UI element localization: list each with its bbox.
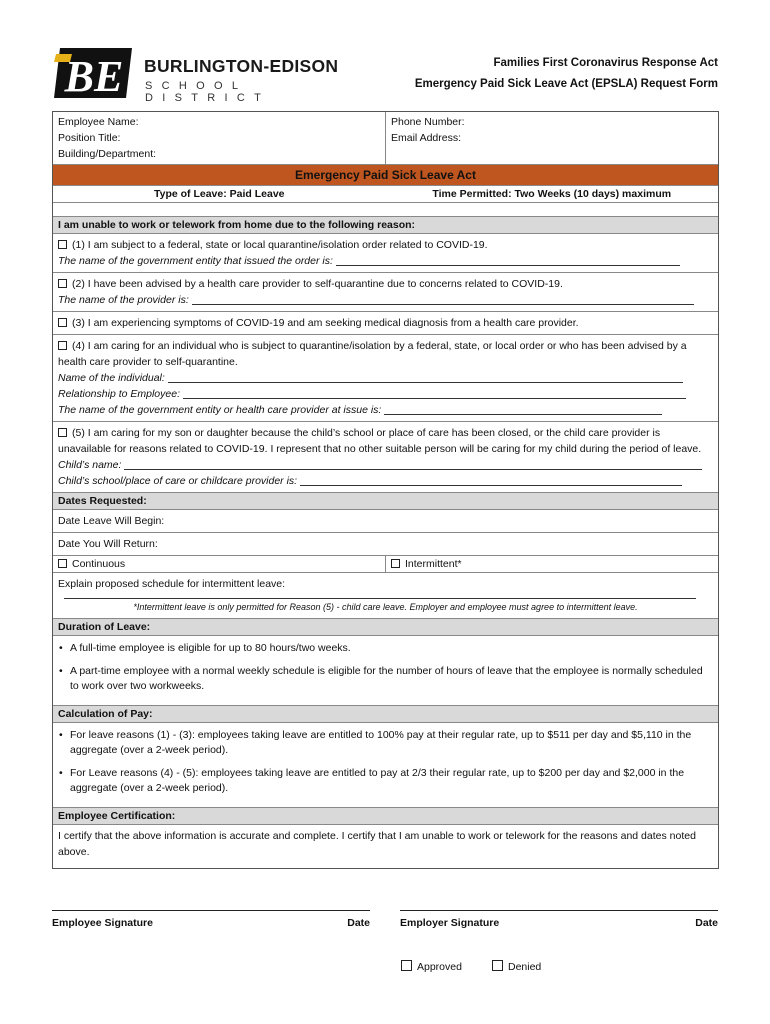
reason-3 — [53, 312, 718, 335]
date-return-field[interactable]: Date You Will Return: — [53, 533, 718, 556]
reason-1 — [53, 234, 718, 273]
employee-signature-label: Employee Signature — [52, 917, 153, 929]
reason-4-checkbox[interactable] — [58, 341, 67, 350]
reason-1-label: (1) I am subject to a federal, state or local quarantine/isolation order related to COVID-19. — [72, 239, 488, 251]
reason-5-school-input[interactable] — [300, 475, 682, 486]
time-permitted: Time Permitted: Two Weeks (10 days) maximum — [432, 188, 672, 200]
district-name: BURLINGTON-EDISON — [144, 56, 339, 76]
reason-5-child-name-input[interactable] — [124, 459, 702, 470]
intermittent-label: Intermittent* — [405, 558, 462, 570]
reason-4-entity-input[interactable] — [384, 404, 662, 415]
leave-pattern-row — [53, 556, 718, 573]
employer-signature-block — [400, 910, 718, 929]
duration-section — [53, 636, 718, 706]
employee-date-label: Date — [347, 917, 370, 929]
reason-1-entity-input[interactable] — [336, 255, 680, 266]
leave-type-row — [53, 186, 718, 203]
reasons-heading: I am unable to work or telework from home due to the following reason: — [53, 217, 718, 234]
reason-2-checkbox[interactable] — [58, 279, 67, 288]
reason-2-field-label: The name of the provider is: — [58, 294, 189, 306]
employer-date-label: Date — [695, 917, 718, 929]
employee-signature-block — [52, 910, 370, 929]
form-title-request: Emergency Paid Sick Leave Act (EPSLA) Request Form — [414, 78, 718, 90]
building-field[interactable]: Building/Department: — [58, 148, 157, 160]
reason-3-label: (3) I am experiencing symptoms of COVID-19 and am seeking medical diagnosis from a health care provider. — [72, 317, 579, 329]
employee-signature-line[interactable] — [52, 910, 370, 911]
approved-label: Approved — [417, 961, 462, 973]
district-subtitle: SCHOOL DISTRICT — [145, 80, 271, 104]
reason-2-provider-input[interactable] — [192, 294, 694, 305]
explain-schedule-label: Explain proposed schedule for intermittent leave: — [58, 578, 286, 590]
reason-5 — [53, 422, 718, 493]
reason-5-field-1-label: Child’s name: — [58, 459, 122, 471]
form-title-block — [415, 53, 718, 95]
spacer-row — [53, 203, 718, 217]
explain-schedule-input[interactable] — [64, 592, 696, 599]
pay-bullet-2: • For Leave reasons (4) - (5): employees taking leave are entitled to pay at 2/3 their regular rate, up to $200 per day and $2,000 in the aggregate (over a 2-week period). — [58, 766, 713, 796]
pay-section — [53, 723, 718, 808]
phone-field[interactable]: Phone Number: — [391, 116, 465, 128]
employer-signature-label: Employer Signature — [400, 917, 500, 929]
reason-4-label: (4) I am caring for an individual who is subject to quarantine/isolation by a federal, state, or local order or who has been advised by a health care provider to self-quarantine. — [58, 340, 687, 368]
reason-1-field-label: The name of the government entity that issued the order is: — [58, 255, 333, 267]
reason-2-label: (2) I have been advised by a health care provider to self-quarantine due to concerns related to COVID-19. — [72, 278, 563, 290]
reason-4-field-1-label: Name of the individual: — [58, 372, 165, 384]
certification-text: I certify that the above information is accurate and complete. I certify that I am unable to work or telework for the reasons and dates noted above. — [58, 830, 696, 858]
reason-4-field-2-label: Relationship to Employee: — [58, 388, 180, 400]
reason-4-field-3-label: The name of the government entity or health care provider at issue is: — [58, 404, 382, 416]
svg-text:BE: BE — [64, 52, 124, 101]
reason-3-checkbox[interactable] — [58, 318, 67, 327]
denied-label: Denied — [508, 961, 542, 973]
denied-option — [492, 960, 541, 973]
duration-heading: Duration of Leave: — [53, 619, 718, 636]
reason-5-checkbox[interactable] — [58, 428, 67, 437]
certification-heading: Employee Certification: — [53, 808, 718, 825]
reason-5-label: (5) I am caring for my son or daughter because the child’s school or place of care has been closed, or the child care provider is unavailable for reasons related to COVID-19. I represent that no other suitable person will be caring for my child during the period of leave. — [58, 427, 702, 455]
intermittent-schedule — [53, 573, 718, 619]
continuous-checkbox[interactable] — [58, 559, 67, 568]
duration-bullet-1: • A full-time employee is eligible for up to 80 hours/two weeks. — [58, 641, 713, 656]
pay-bullet-1: • For leave reasons (1) - (3): employees taking leave are entitled to 100% pay at their regular rate, up to $511 per day and $5,110 in the aggregate (over a 2-week period). — [58, 728, 713, 758]
intermittent-checkbox[interactable] — [391, 559, 400, 568]
type-of-leave: Type of Leave: Paid Leave — [153, 188, 285, 200]
email-field[interactable]: Email Address: — [391, 132, 462, 144]
dates-heading: Dates Requested: — [53, 493, 718, 510]
reason-1-checkbox[interactable] — [58, 240, 67, 249]
form-title-act: Families First Coronavirus Response Act — [493, 57, 718, 69]
reason-4 — [53, 335, 718, 422]
employee-info — [53, 112, 718, 165]
request-form — [52, 111, 719, 869]
district-logo — [52, 44, 342, 102]
be-logo-icon — [52, 44, 136, 102]
approved-option — [401, 960, 462, 973]
position-title-field[interactable]: Position Title: — [58, 132, 121, 144]
act-banner: Emergency Paid Sick Leave Act — [53, 165, 718, 186]
date-begin-field[interactable]: Date Leave Will Begin: — [53, 510, 718, 533]
reason-2 — [53, 273, 718, 312]
employee-name-field[interactable]: Employee Name: — [58, 116, 139, 128]
pay-heading: Calculation of Pay: — [53, 706, 718, 723]
continuous-label: Continuous — [72, 558, 126, 570]
denied-checkbox[interactable] — [492, 960, 503, 971]
duration-bullet-2: • A part-time employee with a normal weekly schedule is eligible for the number of hours of leave that the employee is normally scheduled to work over two workweeks. — [58, 664, 713, 694]
reason-5-field-2-label: Child’s school/place of care or childcare provider is: — [58, 475, 298, 487]
employer-signature-line[interactable] — [400, 910, 718, 911]
intermittent-note: *Intermittent leave is only permitted for Reason (5) - child care leave. Employer and employee must agree to intermittent leave. — [133, 602, 638, 612]
approved-checkbox[interactable] — [401, 960, 412, 971]
reason-4-individual-input[interactable] — [168, 372, 683, 383]
reason-4-relationship-input[interactable] — [183, 388, 686, 399]
